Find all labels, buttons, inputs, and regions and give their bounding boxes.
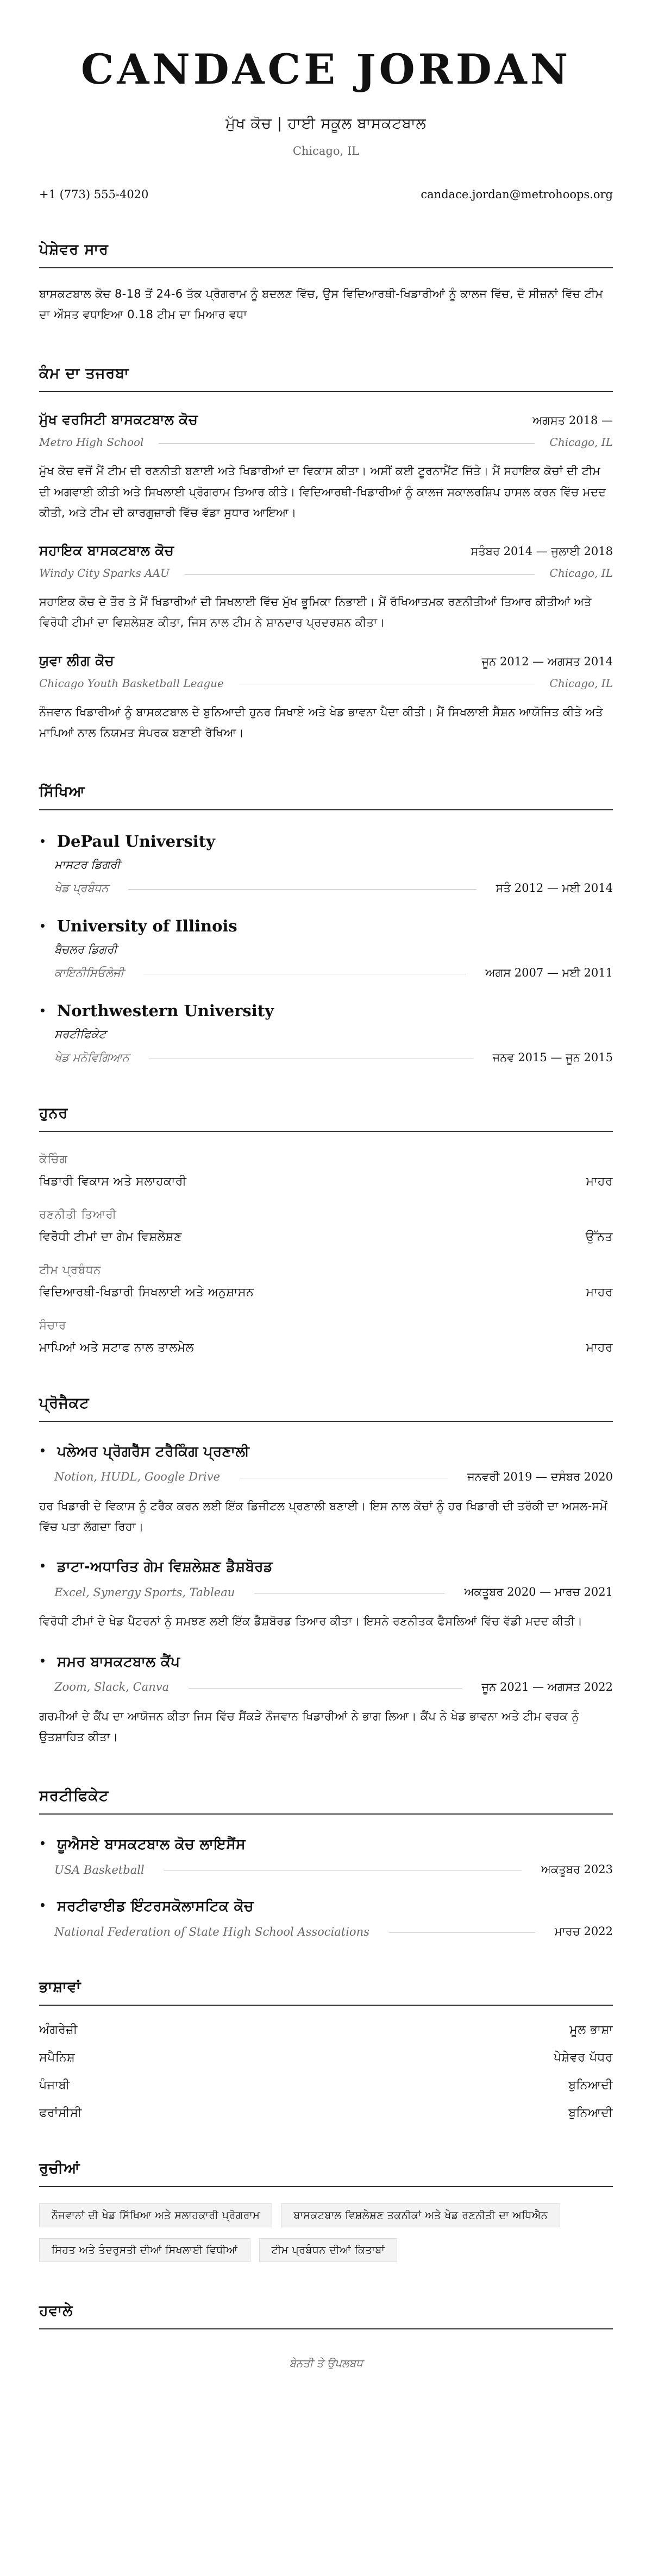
experience-org: Metro High School xyxy=(39,436,144,449)
school-name: Northwestern University xyxy=(57,1001,274,1020)
language-item xyxy=(39,2106,613,2120)
certifications-list xyxy=(39,1836,613,1938)
summary-text: ਬਾਸਕਟਬਾਲ ਕੋਚ 8-18 ਤੋਂ 24-6 ਤੱਕ ਪ੍ਰੋਗਰਾਮ ਨੂੰ ਬਦਲਣ ਵਿੱਚ, ਉਸ ਵਿਦਿਆਰਥੀ-ਖਿਡਾਰੀਆਂ ਨੂੰ ਕਾਲਜ ਵਿੱਚ, ਦੋ ਸੀਜ਼ਨਾਂ ਵਿੱਚ ਟੀਮ ਦਾ ਔਸਤ ਵਧਾਇਆ 0.18 ਟੀਮ ਦਾ ਮਿਆਰ ਵਧਾ xyxy=(39,287,603,322)
certification-date: ਮਾਰਚ 2022 xyxy=(554,1925,613,1938)
skill-category: ਟੀਮ ਪ੍ਰਬੰਧਨ xyxy=(39,1263,102,1276)
skill-level: ਮਾਹਰ xyxy=(586,1285,613,1299)
education-list xyxy=(39,832,613,1065)
language-item xyxy=(39,2051,613,2064)
section-title-education: ਸਿੱਖਿਆ xyxy=(39,783,613,810)
language-item xyxy=(39,2079,613,2092)
certification-title: ਯੂਐਸਏ ਬਾਸਕਟਬਾਲ ਕੋਚ ਲਾਇਸੈਂਸ xyxy=(57,1836,246,1853)
leader-line xyxy=(159,443,534,444)
leader-line xyxy=(164,1870,522,1871)
phone: +1 (773) 555-4020 xyxy=(39,188,149,201)
education-item xyxy=(39,917,613,980)
interest-tag: ਟੀਮ ਪ੍ਰਬੰਧਨ ਦੀਆਂ ਕਿਤਾਬਾਂ xyxy=(259,2238,398,2262)
certification-issuer: National Federation of State High School Associations xyxy=(54,1925,369,1938)
language-name: ਅੰਗਰੇਜ਼ੀ xyxy=(39,2023,78,2037)
skill-name: ਵਿਦਿਆਰਥੀ-ਖਿਡਾਰੀ ਸਿਖਲਾਈ ਅਤੇ ਅਨੁਸ਼ਾਸਨ xyxy=(39,1285,254,1299)
experience-description: ਨੌਜਵਾਨ ਖਿਡਾਰੀਆਂ ਨੂੰ ਬਾਸਕਟਬਾਲ ਦੇ ਬੁਨਿਆਦੀ ਹੁਨਰ ਸਿਖਾਏ ਅਤੇ ਖੇਡ ਭਾਵਨਾ ਪੈਦਾ ਕੀਤੀ। ਮੈਂ ਸਿਖਲਾਈ ਸੈਸ਼ਨ ਆਯੋਜਿਤ ਕੀਤੇ ਅਤੇ ਮਾਪਿਆਂ ਨਾਲ ਨਿਯਮਤ ਸੰਪਰਕ ਬਣਾਈ ਰੱਖਿਆ। xyxy=(39,705,603,739)
experience-title: ਸਹਾਇਕ ਬਾਸਕਟਬਾਲ ਕੋਚ xyxy=(39,543,174,559)
experience-location: Chicago, IL xyxy=(549,436,613,449)
degree: ਸਰਟੀਫਿਕੇਟ xyxy=(54,1027,106,1041)
project-tools: Zoom, Slack, Canva xyxy=(54,1680,170,1694)
project-tools: Excel, Synergy Sports, Tableau xyxy=(54,1585,235,1599)
experience-description: ਮੁੱਖ ਕੋਚ ਵਜੋਂ ਮੈਂ ਟੀਮ ਦੀ ਰਣਨੀਤੀ ਬਣਾਈ ਅਤੇ ਖਿਡਾਰੀਆਂ ਦਾ ਵਿਕਾਸ ਕੀਤਾ। ਅਸੀਂ ਕਈ ਟੂਰਨਾਮੈਂਟ ਜਿੱਤੇ। ਮੈਂ ਸਹਾਇਕ ਕੋਚਾਂ ਦੀ ਟੀਮ ਦੀ ਅਗਵਾਈ ਕੀਤੀ ਅਤੇ ਸਿਖਲਾਈ ਪ੍ਰੋਗਰਾਮ ਤਿਆਰ ਕੀਤੇ। ਵਿਦਿਆਰਥੀ-ਖਿਡਾਰੀਆਂ ਨੂੰ ਕਾਲਜ ਸਕਾਲਰਸ਼ਿਪ ਹਾਸਲ ਕਰਨ ਵਿੱਚ ਮਦਦ ਕੀਤੀ, ਅਤੇ ਟੀਮ ਦੀ ਕਾਰਗੁਜ਼ਾਰੀ ਵਿੱਚ ਵੱਡਾ ਸੁਧਾਰ ਆਇਆ। xyxy=(39,464,606,519)
experience-org: Windy City Sparks AAU xyxy=(39,566,170,580)
skill-category: ਰਣਨੀਤੀ ਤਿਆਰੀ xyxy=(39,1207,117,1221)
skill-name: ਮਾਪਿਆਂ ਅਤੇ ਸਟਾਫ ਨਾਲ ਤਾਲਮੇਲ xyxy=(39,1340,194,1355)
section-title-languages: ਭਾਸ਼ਾਵਾਂ xyxy=(39,1979,613,2006)
experience-date: ਜੂਨ 2012 — ਅਗਸਤ 2014 xyxy=(481,654,613,668)
leader-line xyxy=(185,574,535,575)
experience-item xyxy=(39,543,613,633)
project-title: ਡਾਟਾ-ਅਧਾਰਿਤ ਗੇਮ ਵਿਸ਼ਲੇਸ਼ਣ ਡੈਸ਼ਬੋਰਡ xyxy=(57,1559,273,1576)
leader-line xyxy=(189,1688,462,1689)
interest-tag: ਸਿਹਤ ਅਤੇ ਤੰਦਰੁਸਤੀ ਦੀਆਂ ਸਿਖਲਾਈ ਵਿਧੀਆਂ xyxy=(39,2238,250,2262)
language-name: ਪੰਜਾਬੀ xyxy=(39,2079,70,2093)
bullet-icon: • xyxy=(39,1837,47,1850)
degree: ਬੈਚਲਰ ਡਿਗਰੀ xyxy=(54,942,117,956)
language-name: ਸਪੈਨਿਸ਼ xyxy=(39,2051,76,2065)
bullet-icon: • xyxy=(39,1559,47,1573)
bullet-icon: • xyxy=(39,1654,47,1667)
skill-level: ਮਾਹਰ xyxy=(586,1340,613,1355)
project-description: ਗਰਮੀਆਂ ਦੇ ਕੈਂਪ ਦਾ ਆਯੋਜਨ ਕੀਤਾ ਜਿਸ ਵਿੱਚ ਸੈਂਕੜੇ ਨੌਜਵਾਨ ਖਿਡਾਰੀਆਂ ਨੇ ਭਾਗ ਲਿਆ। ਕੈਂਪ ਨੇ ਖੇਡ ਭਾਵਨਾ ਅਤੇ ਟੀਮ ਵਰਕ ਨੂੰ ਉਤਸ਼ਾਹਿਤ ਕੀਤਾ। xyxy=(39,1709,579,1743)
job-title: ਮੁੱਖ ਕੋਚ | ਹਾਈ ਸਕੂਲ ਬਾਸਕਟਬਾਲ xyxy=(225,115,427,132)
section-title-skills: ਹੁਨਰ xyxy=(39,1105,613,1132)
experience-date: ਅਗਸਤ 2018 — xyxy=(532,414,613,427)
references-note: ਬੇਨਤੀ ਤੇ ਉਪਲਬਧ xyxy=(289,2357,363,2370)
skill-name: ਖਿਡਾਰੀ ਵਿਕਾਸ ਅਤੇ ਸਲਾਹਕਾਰੀ xyxy=(39,1174,187,1188)
bullet-icon: • xyxy=(39,1004,46,1017)
experience-description: ਸਹਾਇਕ ਕੋਚ ਦੇ ਤੌਰ ਤੇ ਮੈਂ ਖਿਡਾਰੀਆਂ ਦੀ ਸਿਖਲਾਈ ਵਿੱਚ ਮੁੱਖ ਭੂਮਿਕਾ ਨਿਭਾਈ। ਮੈਂ ਰੱਖਿਆਤਮਕ ਰਣਨੀਤੀਆਂ ਤਿਆਰ ਕੀਤੀਆਂ ਅਤੇ ਵਿਰੋਧੀ ਟੀਮਾਂ ਦਾ ਵਿਸ਼ਲੇਸ਼ਣ ਕੀਤਾ, ਜਿਸ ਨਾਲ ਟੀਮ ਨੇ ਸ਼ਾਨਦਾਰ ਪ੍ਰਦਰਸ਼ਨ ਕੀਤਾ। xyxy=(39,595,592,629)
projects-list xyxy=(39,1444,613,1747)
certification-item xyxy=(39,1898,613,1938)
skill-category: ਸੰਚਾਰ xyxy=(39,1318,67,1332)
field-of-study: ਖੇਡ ਪ੍ਰਬੰਧਨ xyxy=(54,881,109,895)
project-tools: Notion, HUDL, Google Drive xyxy=(54,1470,221,1484)
experience-item xyxy=(39,653,613,743)
project-date: ਅਕਤੂਬਰ 2020 — ਮਾਰਚ 2021 xyxy=(464,1585,613,1599)
skills-list xyxy=(39,1152,613,1355)
degree: ਮਾਸਟਰ ਡਿਗਰੀ xyxy=(54,858,121,871)
section-title-interests: ਰੁਚੀਆਂ xyxy=(39,2160,613,2187)
project-title: ਸਮਰ ਬਾਸਕਟਬਾਲ ਕੈਂਪ xyxy=(57,1653,180,1670)
experience-location: Chicago, IL xyxy=(549,676,613,690)
project-date: ਜਨਵਰੀ 2019 — ਦਸੰਬਰ 2020 xyxy=(467,1470,613,1483)
leader-line xyxy=(389,1932,535,1933)
skill-level: ਮਾਹਰ xyxy=(586,1174,613,1188)
project-title: ਪਲੇਅਰ ਪ੍ਰੋਗਰੈੱਸ ਟਰੈਕਿੰਗ ਪ੍ਰਣਾਲੀ xyxy=(57,1443,250,1460)
education-item xyxy=(39,1002,613,1065)
skill-group xyxy=(39,1263,613,1299)
language-level: ਬੁਨਿਆਦੀ xyxy=(568,2079,613,2093)
experience-item xyxy=(39,412,613,523)
project-item xyxy=(39,1654,613,1747)
experience-date: ਸਤੰਬਰ 2014 — ਜੁਲਾਈ 2018 xyxy=(471,545,613,558)
experience-location: Chicago, IL xyxy=(549,566,613,580)
language-name: ਫਰਾਂਸੀਸੀ xyxy=(39,2106,82,2120)
leader-line xyxy=(254,1593,444,1594)
experience-title: ਮੁੱਖ ਵਰਸਿਟੀ ਬਾਸਕਟਬਾਲ ਕੋਚ xyxy=(39,412,198,428)
interest-tag: ਬਾਸਕਟਬਾਲ ਵਿਸ਼ਲੇਸ਼ਣ ਤਕਨੀਕਾਂ ਅਤੇ ਖੇਡ ਰਣਨੀਤੀ ਦਾ ਅਧਿਐਨ xyxy=(281,2203,560,2227)
skill-group xyxy=(39,1152,613,1188)
field-of-study: ਕਾਇਨੀਸਿਓਲੋਜੀ xyxy=(54,966,124,979)
contact-row xyxy=(39,188,613,201)
project-date: ਜੂਨ 2021 — ਅਗਸਤ 2022 xyxy=(481,1680,613,1693)
experience-org: Chicago Youth Basketball League xyxy=(39,676,224,690)
email: candace.jordan@metrohoops.org xyxy=(421,188,613,201)
certification-item xyxy=(39,1836,613,1876)
bullet-icon: • xyxy=(39,919,46,933)
interest-tag: ਨੌਜਵਾਨਾਂ ਦੀ ਖੇਡ ਸਿੱਖਿਆ ਅਤੇ ਸਲਾਹਕਾਰੀ ਪ੍ਰੋਗਰਾਮ xyxy=(39,2203,272,2227)
section-title-projects: ਪ੍ਰੋਜੈਕਟ xyxy=(39,1395,613,1422)
education-item xyxy=(39,832,613,895)
skill-level: ਉੱਨਤ xyxy=(585,1230,613,1244)
skill-group xyxy=(39,1319,613,1355)
bullet-icon: • xyxy=(39,1444,47,1457)
school-name: University of Illinois xyxy=(57,916,237,935)
school-name: DePaul University xyxy=(57,832,215,851)
language-item xyxy=(39,2023,613,2037)
section-title-certifications: ਸਰਟੀਫਿਕੇਟ xyxy=(39,1787,613,1815)
education-date: ਸਤੰ 2012 — ਮਈ 2014 xyxy=(496,881,613,895)
language-level: ਬੁਨਿਆਦੀ xyxy=(568,2106,613,2120)
candidate-name: CANDACE JORDAN xyxy=(80,45,572,93)
interests-list xyxy=(39,2203,613,2262)
project-item xyxy=(39,1444,613,1537)
project-item xyxy=(39,1559,613,1632)
language-level: ਪੇਸ਼ੇਵਰ ਪੱਧਰ xyxy=(554,2051,613,2065)
skill-name: ਵਿਰੋਧੀ ਟੀਮਾਂ ਦਾ ਗੇਮ ਵਿਸ਼ਲੇਸ਼ਣ xyxy=(39,1230,182,1244)
field-of-study: ਖੇਡ ਮਨੋਵਿਗਿਆਨ xyxy=(54,1050,129,1064)
project-description: ਹਰ ਖਿਡਾਰੀ ਦੇ ਵਿਕਾਸ ਨੂੰ ਟਰੈਕ ਕਰਨ ਲਈ ਇੱਕ ਡਿਜੀਟਲ ਪ੍ਰਣਾਲੀ ਬਣਾਈ। ਇਸ ਨਾਲ ਕੋਚਾਂ ਨੂੰ ਹਰ ਖਿਡਾਰੀ ਦੀ ਤਰੱਕੀ ਦਾ ਅਸਲ-ਸਮੇਂ ਵਿੱਚ ਪਤਾ ਲੱਗਦਾ ਰਿਹਾ। xyxy=(39,1499,608,1534)
education-date: ਜਨਵ 2015 — ਜੂਨ 2015 xyxy=(492,1050,613,1064)
bullet-icon: • xyxy=(39,834,46,848)
project-description: ਵਿਰੋਧੀ ਟੀਮਾਂ ਦੇ ਖੇਡ ਪੈਟਰਨਾਂ ਨੂੰ ਸਮਝਣ ਲਈ ਇੱਕ ਡੈਸ਼ਬੋਰਡ ਤਿਆਰ ਕੀਤਾ। ਇਸਨੇ ਰਣਨੀਤਕ ਫੈਸਲਿਆਂ ਵਿੱਚ ਵੱਡੀ ਮਦਦ ਕੀਤੀ। xyxy=(39,1615,583,1628)
section-title-references: ਹਵਾਲੇ xyxy=(39,2302,613,2329)
certification-issuer: USA Basketball xyxy=(54,1863,145,1876)
leader-line xyxy=(128,889,477,890)
skill-group xyxy=(39,1208,613,1244)
language-level: ਮੂਲ ਭਾਸ਼ਾ xyxy=(569,2023,613,2037)
certification-title: ਸਰਟੀਫਾਈਡ ਇੰਟਰਸਕੋਲਾਸਟਿਕ ਕੋਚ xyxy=(57,1898,254,1915)
languages-list xyxy=(39,2023,613,2120)
experience-title: ਯੁਵਾ ਲੀਗ ਕੋਚ xyxy=(39,652,115,669)
location: Chicago, IL xyxy=(292,144,360,158)
experience-list xyxy=(39,412,613,743)
section-title-experience: ਕੰਮ ਦਾ ਤਜਰਬਾ xyxy=(39,365,613,392)
certification-date: ਅਕਤੂਬਰ 2023 xyxy=(541,1863,613,1876)
education-date: ਅਗਸ 2007 — ਮਈ 2011 xyxy=(485,966,613,979)
skill-category: ਕੋਚਿੰਗ xyxy=(39,1152,68,1166)
bullet-icon: • xyxy=(39,1899,47,1912)
section-title-summary: ਪੇਸ਼ੇਵਰ ਸਾਰ xyxy=(39,241,613,268)
